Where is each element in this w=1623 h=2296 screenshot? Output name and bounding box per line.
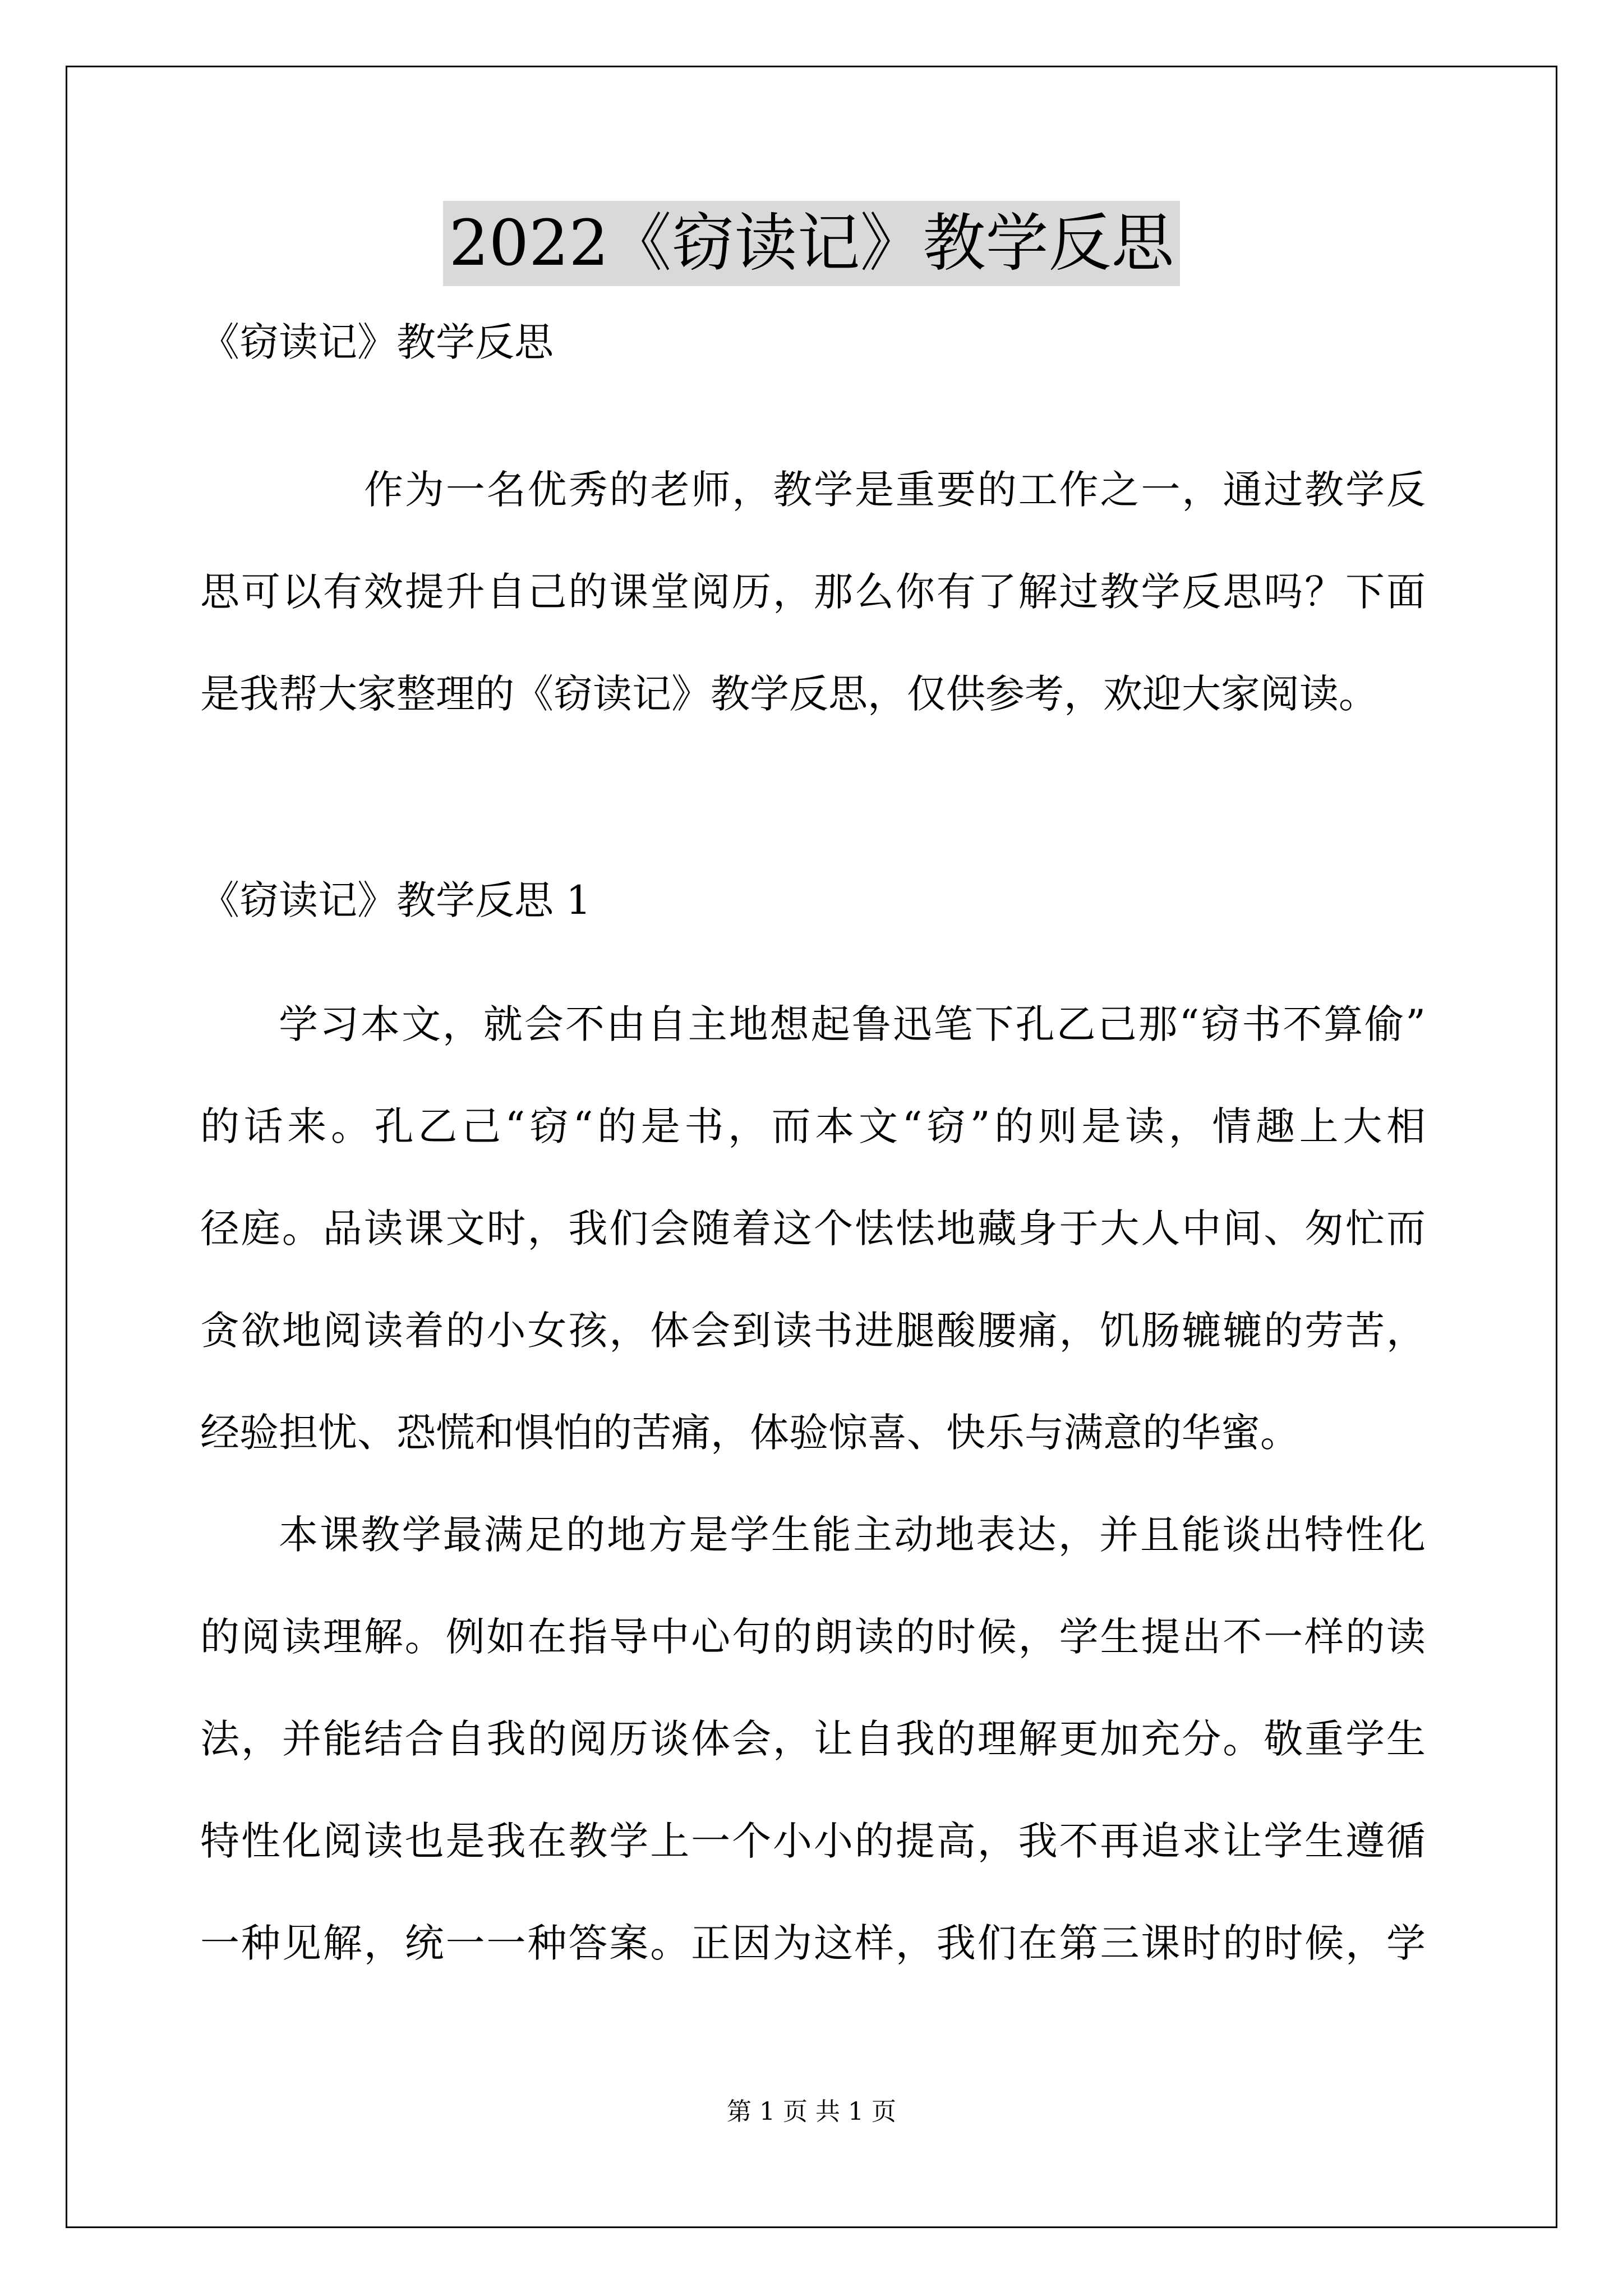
paragraph-line: 一种见解，统一一种答案。正因为这样，我们在第三课时的时候，学 <box>200 1920 1426 1966</box>
document-title[interactable]: 2022《窃读记》教学反思 <box>443 201 1179 286</box>
paragraph-line: 本课教学最满足的地方是学生能主动地表达，并且能谈出特性化 <box>279 1512 1426 1558</box>
paragraph-line: 径庭。品读课文时，我们会随着这个怯怯地藏身于大人中间、匆忙而 <box>200 1205 1426 1251</box>
document-subtitle: 《窃读记》教学反思 <box>200 319 554 365</box>
body-paragraph-2 <box>200 1484 1426 1994</box>
intro-line: 思可以有效提升自己的课堂阅历，那么你有了解过教学反思吗？下面 <box>200 569 1426 615</box>
section-heading: 《窃读记》教学反思 1 <box>200 877 591 923</box>
paragraph-line: 贪欲地阅读着的小女孩，体会到读书进腿酸腰痛，饥肠辘辘的劳苦， <box>200 1308 1426 1354</box>
intro-line: 作为一名优秀的老师，教学是重要的工作之一，通过教学反 <box>364 467 1426 513</box>
intro-paragraph <box>200 439 1426 745</box>
title-container <box>0 201 1623 286</box>
body-paragraph-1 <box>200 973 1426 1484</box>
paragraph-line: 特性化阅读也是我在教学上一个小小的提高，我不再追求让学生遵循 <box>200 1818 1426 1864</box>
paragraph-line: 的话来。孔乙己“窃“的是书，而本文“窃”的则是读，情趣上大相 <box>200 1103 1426 1149</box>
page-footer: 第 1 页 共 1 页 <box>727 2097 896 2126</box>
paragraph-line: 经验担忧、恐慌和惧怕的苦痛，体验惊喜、快乐与满意的华蜜。 <box>200 1410 1299 1456</box>
paragraph-line: 法，并能结合自我的阅历谈体会，让自我的理解更加充分。敬重学生 <box>200 1716 1426 1762</box>
paragraph-line: 学习本文，就会不由自主地想起鲁迅笔下孔乙己那“窃书不算偷” <box>279 1001 1426 1047</box>
intro-line: 是我帮大家整理的《窃读记》教学反思，仅供参考，欢迎大家阅读。 <box>200 671 1378 717</box>
paragraph-line: 的阅读理解。例如在指导中心句的朗读的时候，学生提出不一样的读 <box>200 1614 1426 1660</box>
